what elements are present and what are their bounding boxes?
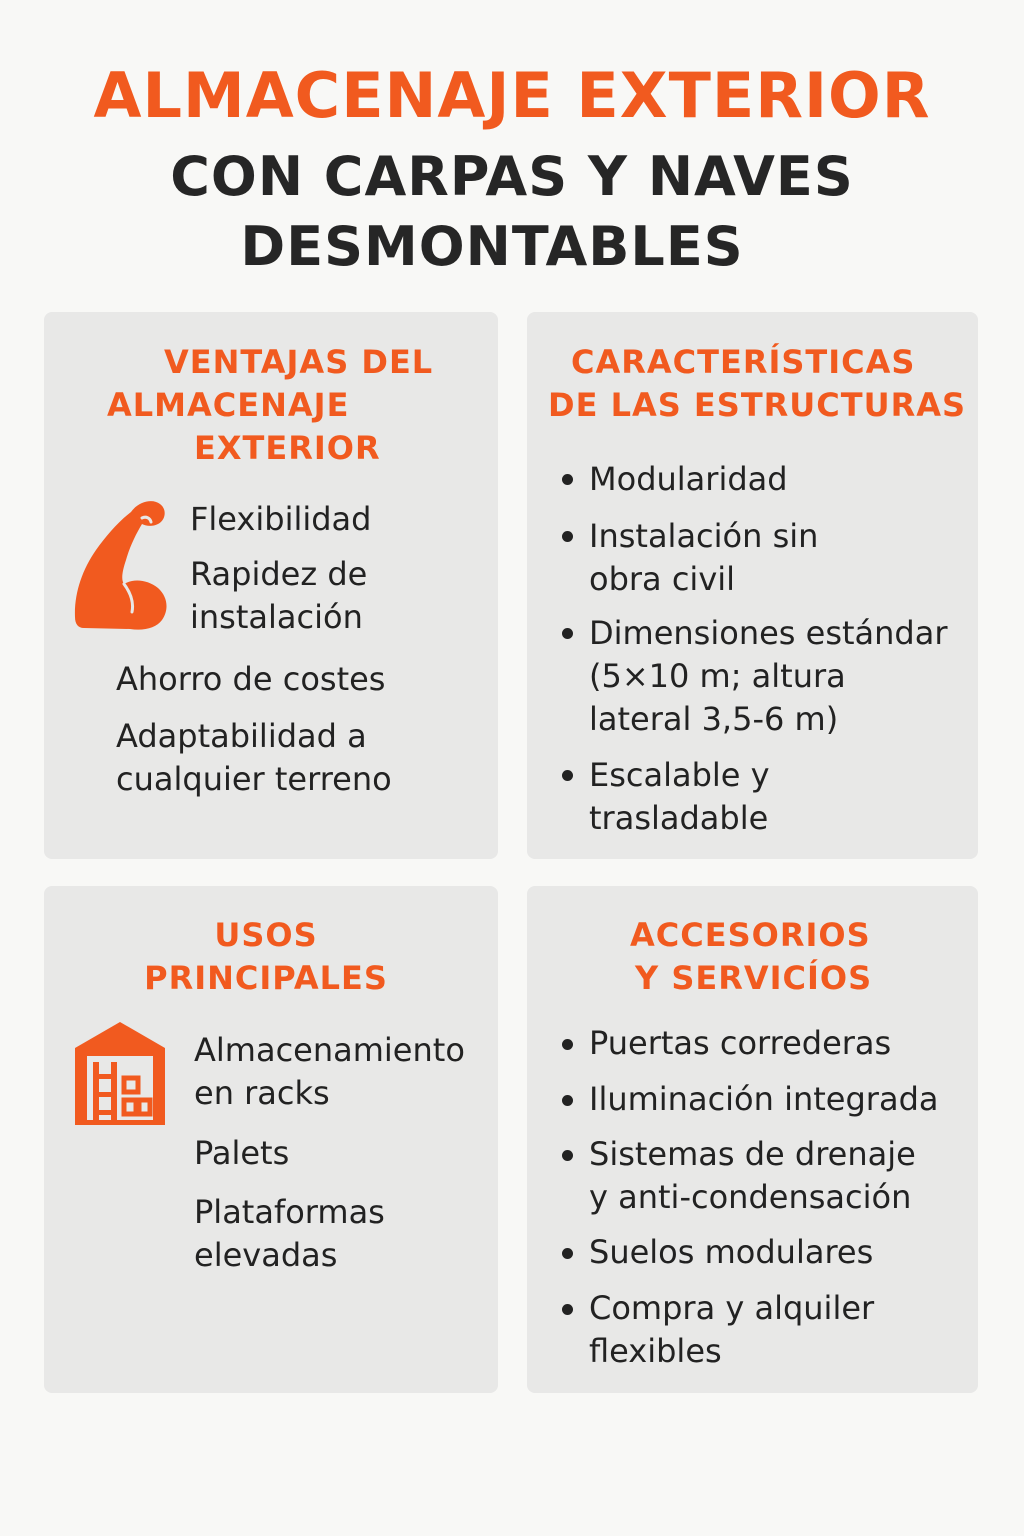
bullet	[562, 1095, 573, 1106]
item-line: Dimensiones estándar	[589, 614, 948, 652]
card-title-line: USOS	[214, 916, 318, 954]
item-line: Palets	[194, 1134, 290, 1172]
card-ventajas	[44, 312, 498, 859]
bullet	[562, 1248, 573, 1259]
item-line: cualquier terreno	[116, 760, 392, 798]
list-item	[589, 1231, 873, 1274]
list-item	[589, 612, 948, 741]
list-item	[589, 1133, 916, 1219]
item-line: Escalable y	[589, 756, 770, 794]
bullet	[562, 474, 573, 485]
item-line: instalación	[190, 598, 363, 636]
card-title-line: Y SERVICÍOS	[635, 959, 873, 997]
item-line: obra civil	[589, 560, 736, 598]
item-line: Plataformas	[194, 1193, 385, 1231]
page-title: ALMACENAJE EXTERIOR	[93, 59, 931, 132]
item-line: Sistemas de drenaje	[589, 1135, 916, 1173]
item-line: Rapidez de	[190, 555, 368, 593]
bullet	[562, 531, 573, 542]
bullet	[562, 770, 573, 781]
item-line: en racks	[194, 1074, 330, 1112]
subtitle-line-2: DESMONTABLES	[240, 215, 744, 278]
bullet	[562, 1304, 573, 1315]
card-caracteristicas	[527, 312, 978, 859]
item-line: Compra y alquiler	[589, 1289, 875, 1327]
item-line: Flexibilidad	[190, 500, 372, 538]
item-line: y anti-condensación	[589, 1178, 912, 1216]
item-line: trasladable	[589, 799, 769, 837]
item-line: Suelos modulares	[589, 1233, 874, 1271]
list-item	[589, 458, 788, 501]
subtitle-line-1: CON CARPAS Y NAVES	[170, 145, 854, 208]
item-line: Almacenamiento	[194, 1031, 465, 1069]
item-line: Modularidad	[589, 460, 788, 498]
bullet	[562, 1039, 573, 1050]
card-title	[527, 914, 978, 1000]
item-line: Instalación sin	[589, 517, 819, 555]
list-item	[116, 715, 392, 801]
card-title	[44, 914, 498, 1000]
card-title-line: PRINCIPALES	[144, 959, 388, 997]
card-accesorios	[527, 886, 978, 1393]
item-line: Adaptabilidad a	[116, 717, 367, 755]
list-item	[589, 1287, 874, 1373]
bullet	[562, 1150, 573, 1161]
card-title-line: ALMACENAJE	[107, 386, 350, 424]
list-item	[194, 1191, 385, 1277]
item-line: lateral 3,5-6 m)	[589, 700, 839, 738]
list-item	[589, 754, 770, 840]
bullet	[562, 628, 573, 639]
list-item	[589, 1022, 891, 1065]
list-item	[589, 1078, 938, 1121]
item-line: Iluminación integrada	[589, 1080, 939, 1118]
list-item	[190, 553, 367, 639]
list-item	[116, 658, 385, 701]
card-title-line: EXTERIOR	[194, 429, 381, 467]
item-line: Ahorro de costes	[116, 660, 386, 698]
item-line: (5×10 m; altura	[589, 657, 846, 695]
item-line: Puertas correderas	[589, 1024, 892, 1062]
flexed-arm-icon	[74, 498, 169, 632]
card-title	[44, 341, 498, 470]
list-item	[589, 515, 818, 601]
item-line: flexibles	[589, 1332, 722, 1370]
card-title-line: DE LAS ESTRUCTURAS	[548, 386, 967, 424]
card-title-line: VENTAJAS DEL	[164, 343, 434, 381]
warehouse-icon	[75, 1022, 165, 1125]
card-title	[527, 341, 978, 427]
list-item	[194, 1029, 465, 1115]
item-line: elevadas	[194, 1236, 338, 1274]
list-item	[190, 498, 371, 541]
card-title-line: ACCESORIOS	[630, 916, 871, 954]
card-title-line: CARACTERÍSTICAS	[571, 343, 916, 381]
card-usos	[44, 886, 498, 1393]
page-subtitle	[0, 142, 1024, 282]
list-item	[194, 1132, 289, 1175]
